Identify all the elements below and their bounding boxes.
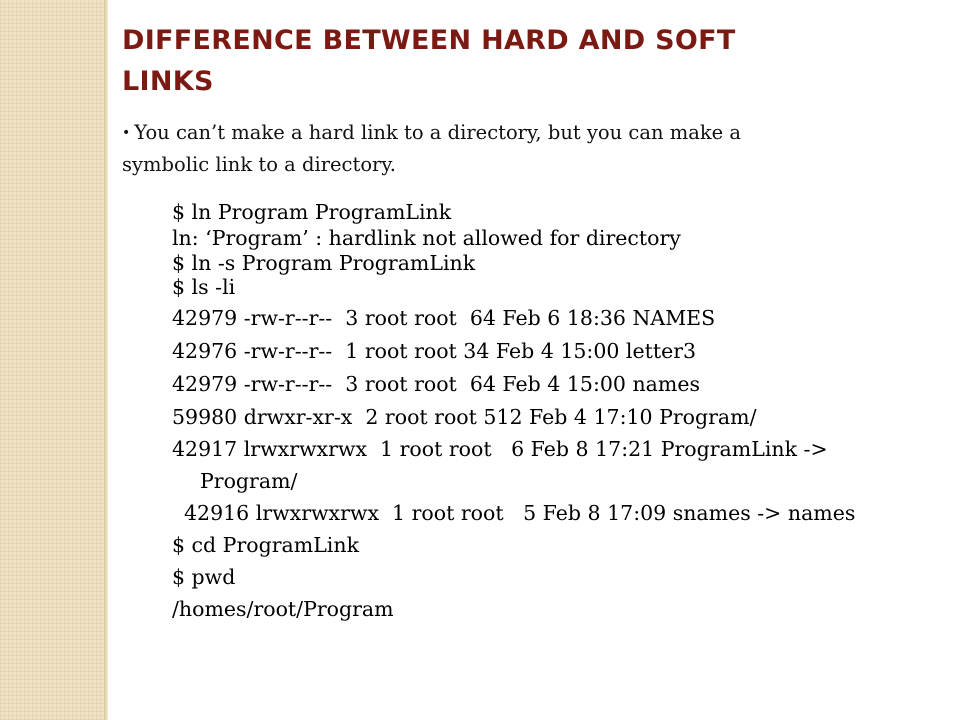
terminal-line: 42916 lrwxrwxrwx 1 root root 5 Feb 8 17:09 snames -> names [184, 501, 856, 525]
bullet-text-line-1: You can’t make a hard link to a directory, but you can make a [134, 121, 742, 144]
terminal-line: 42917 lrwxrwxrwx 1 root root 6 Feb 8 17:21 ProgramLink -> [172, 437, 828, 461]
terminal-line: ln: ‘Program’ : hardlink not allowed for directory [172, 226, 681, 250]
bullet-point [122, 118, 922, 179]
terminal-line: $ ln Program ProgramLink [172, 200, 452, 224]
terminal-line: $ pwd [172, 565, 236, 589]
terminal-line: $ ln -s Program ProgramLink [172, 251, 476, 275]
terminal-line: 59980 drwxr-xr-x 2 root root 512 Feb 4 17:10 Program/ [172, 405, 757, 429]
terminal-line: $ cd ProgramLink [172, 533, 359, 557]
decorative-side-bar [0, 0, 104, 720]
bullet-text-line-2: symbolic link to a directory. [122, 153, 396, 176]
side-bar-edge [104, 0, 108, 720]
bullet-icon: • [122, 125, 131, 141]
slide-title-line-2: LINKS [122, 66, 214, 97]
terminal-line: /homes/root/Program [172, 597, 394, 621]
slide-title-line-1: DIFFERENCE BETWEEN HARD AND SOFT [122, 25, 736, 56]
terminal-line: Program/ [200, 469, 298, 493]
terminal-line: 42979 -rw-r--r-- 3 root root 64 Feb 6 18:36 NAMES [172, 306, 716, 330]
terminal-line: 42979 -rw-r--r-- 3 root root 64 Feb 4 15:00 names [172, 372, 700, 396]
terminal-line: 42976 -rw-r--r-- 1 root root 34 Feb 4 15:00 letter3 [172, 339, 697, 363]
slide-title [122, 20, 922, 102]
terminal-line: $ ls -li [172, 275, 236, 299]
